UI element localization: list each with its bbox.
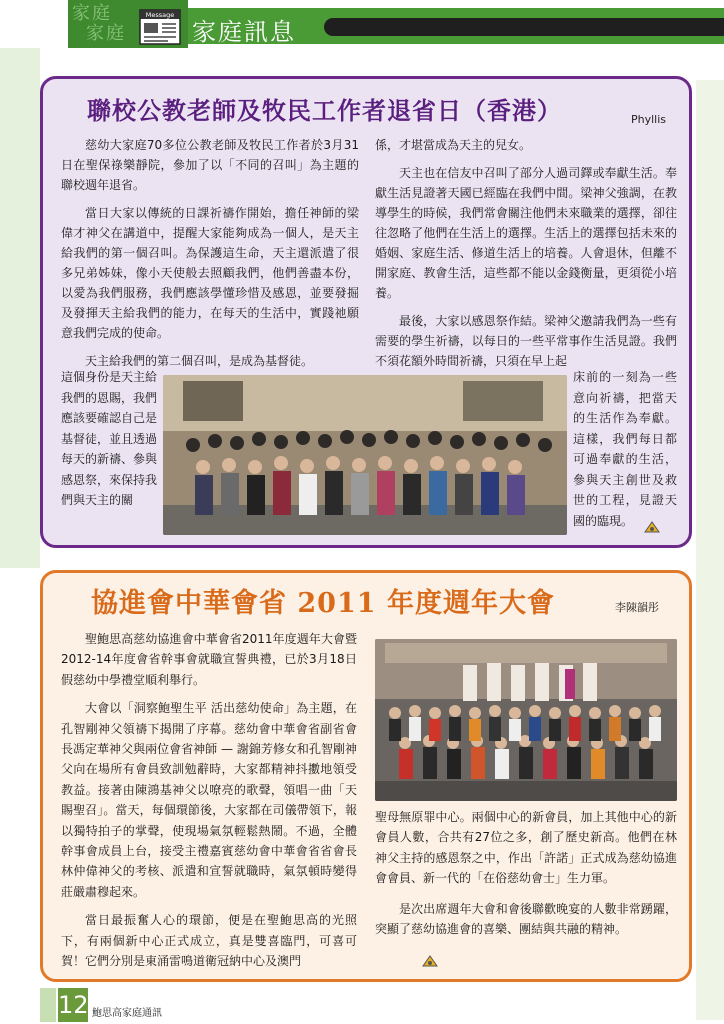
article-annual-meeting-title: 協進會中華會省 2011 年度週年大會 bbox=[91, 588, 555, 619]
paragraph: 天主給我們的第二個召叫，是成為基督徒。 bbox=[85, 354, 314, 368]
paragraph: 聖鮑思高慈幼協進會中華會省2011年度週年大會暨2012-14年度會省幹事會就職宣誓典禮，已於3月18日假慈幼中學禮堂順利舉行。 bbox=[61, 632, 357, 687]
page-number: 12 bbox=[58, 988, 88, 1022]
footer-bar bbox=[40, 988, 56, 1022]
paragraph: 大會以「洞察鮑聖生平 活出慈幼使命」為主題，在孔智剛神父領禱下揭開了序幕。慈幼會中華會省副省會長馮定華神父與兩位會省神師 — 謝錦芳修女和孔智剛神父向在場所有會員致訓勉辭時，大家都精神抖擻地領受教益。接著由陳鴻基神父以嘹亮的歌聲，領唱一曲「天賜聖召」。當天，每個環節後，大家都在司儀帶領下，報以獨特拍子的掌聲，使現場氣氛輕鬆熱鬧。不過，全體幹事會成員上台，接受主禮嘉賓慈幼會中華會省省會長林仲偉神父的考核、派遣和宣誓就職時，氣氛頓時變得莊嚴肅穆起來。 bbox=[61, 701, 357, 899]
publication-name: 鮑思高家庭通訊 bbox=[92, 1008, 162, 1019]
article-retreat bbox=[40, 76, 692, 548]
meeting-column-1 bbox=[61, 629, 357, 972]
paragraph: 當日最振奮人心的環節，便是在聖鮑思高的光照下，有兩個新中心正式成立，真是雙喜臨門，可喜可賀！它們分別是東涌雷鳴道衛冠納中心及澳門 bbox=[61, 913, 357, 969]
page-header bbox=[0, 0, 724, 52]
article-retreat-author: Phyllis bbox=[631, 113, 667, 126]
paragraph: 當日大家以傳統的日課祈禱作開始，擔任神師的梁偉才神父在講道中，提醒大家能夠成為一個人，是天主給我們的第一個召叫。為保護這生命，天主還派遣了很多兄弟姊妹，像小天使般去照顧我們，他們善盡本份，以愛為我們服務，我們應該學懂珍惜及感恩，並要發掘及發揮天主給我們的能力，在每天的生活中，實踐祂願意我們完成的使命。 bbox=[61, 206, 359, 340]
retreat-narrow-left: 這個身份是天主給我們的恩賜，我們應該要確認自己是基督徒，並且透過每天的新禱、參與感恩祭，來保持我們與天主的關 bbox=[61, 370, 158, 507]
paragraph: 是次出席週年大會和會後聯歡晚宴的人數非常踴躍，突顯了慈幼協進會的喜樂、團結與共融的精神。 bbox=[375, 901, 677, 937]
end-mark-icon bbox=[643, 519, 661, 533]
header-title: 家庭訊息 bbox=[192, 18, 296, 46]
article-annual-meeting-author: 李陳韻彤 bbox=[615, 601, 659, 614]
article-retreat-title: 聯校公教老師及牧民工作者退省日（香港） bbox=[87, 96, 562, 125]
meeting-column-2 bbox=[375, 807, 677, 939]
retreat-narrow-right: 床前的一刻為一些意向祈禱，把當天的生活作為奉獻。這樣，我們每日都可過奉獻的生活，參與天主創世及救世的工程，見證天國的臨現。 bbox=[573, 370, 677, 528]
end-mark-icon bbox=[421, 953, 439, 967]
header-pill bbox=[324, 18, 724, 36]
paragraph: 慈幼大家庭70多位公教老師及牧民工作者於3月31日在聖保祿樂靜院，參加了以「不同的召叫」為主題的聯校週年退省。 bbox=[61, 138, 359, 192]
retreat-column-2 bbox=[375, 135, 677, 371]
article-annual-meeting bbox=[40, 570, 692, 982]
header-watermark: 家庭 家庭 bbox=[72, 3, 126, 44]
meeting-group-photo bbox=[375, 639, 677, 801]
paragraph: 係，才堪當成為天主的兒女。 bbox=[375, 138, 532, 152]
retreat-group-photo bbox=[163, 375, 567, 535]
right-green-strip bbox=[696, 80, 724, 1020]
retreat-column-1 bbox=[61, 135, 359, 371]
paragraph: 最後，大家以感恩祭作結。梁神父邀請我們為一些有需要的學生祈禱，以每日的一些平常事作生活見證。我們不須花額外時間祈禱，只須在早上起 bbox=[375, 314, 677, 368]
paragraph: 聖母無原罪中心。兩個中心的新會員，加上其他中心的新會員人數，合共有27位之多，創了歷史新高。他們在林神父主持的感恩祭之中，作出「許諾」正式成為慈幼協進會會員、新一代的「在俗慈幼會士」生力軍。 bbox=[375, 810, 677, 886]
newspaper-icon-label: Message bbox=[145, 11, 175, 19]
left-green-strip bbox=[0, 48, 40, 568]
paragraph: 天主也在信友中召叫了部分人過司鐸或奉獻生活。奉獻生活見證著天國已經臨在我們中間。梁神父強調，在教導學生的時候，我們常會關注他們未來職業的選擇，卻往往忽略了他們在生活上的選擇。生活上的選擇包括未來的婚姻、家庭生活、修道生活上的培養。人會退休，但離不開家庭、教會生活，這些都不能以金錢衡量，更須從小培養。 bbox=[375, 166, 677, 300]
newspaper-icon bbox=[138, 6, 184, 46]
